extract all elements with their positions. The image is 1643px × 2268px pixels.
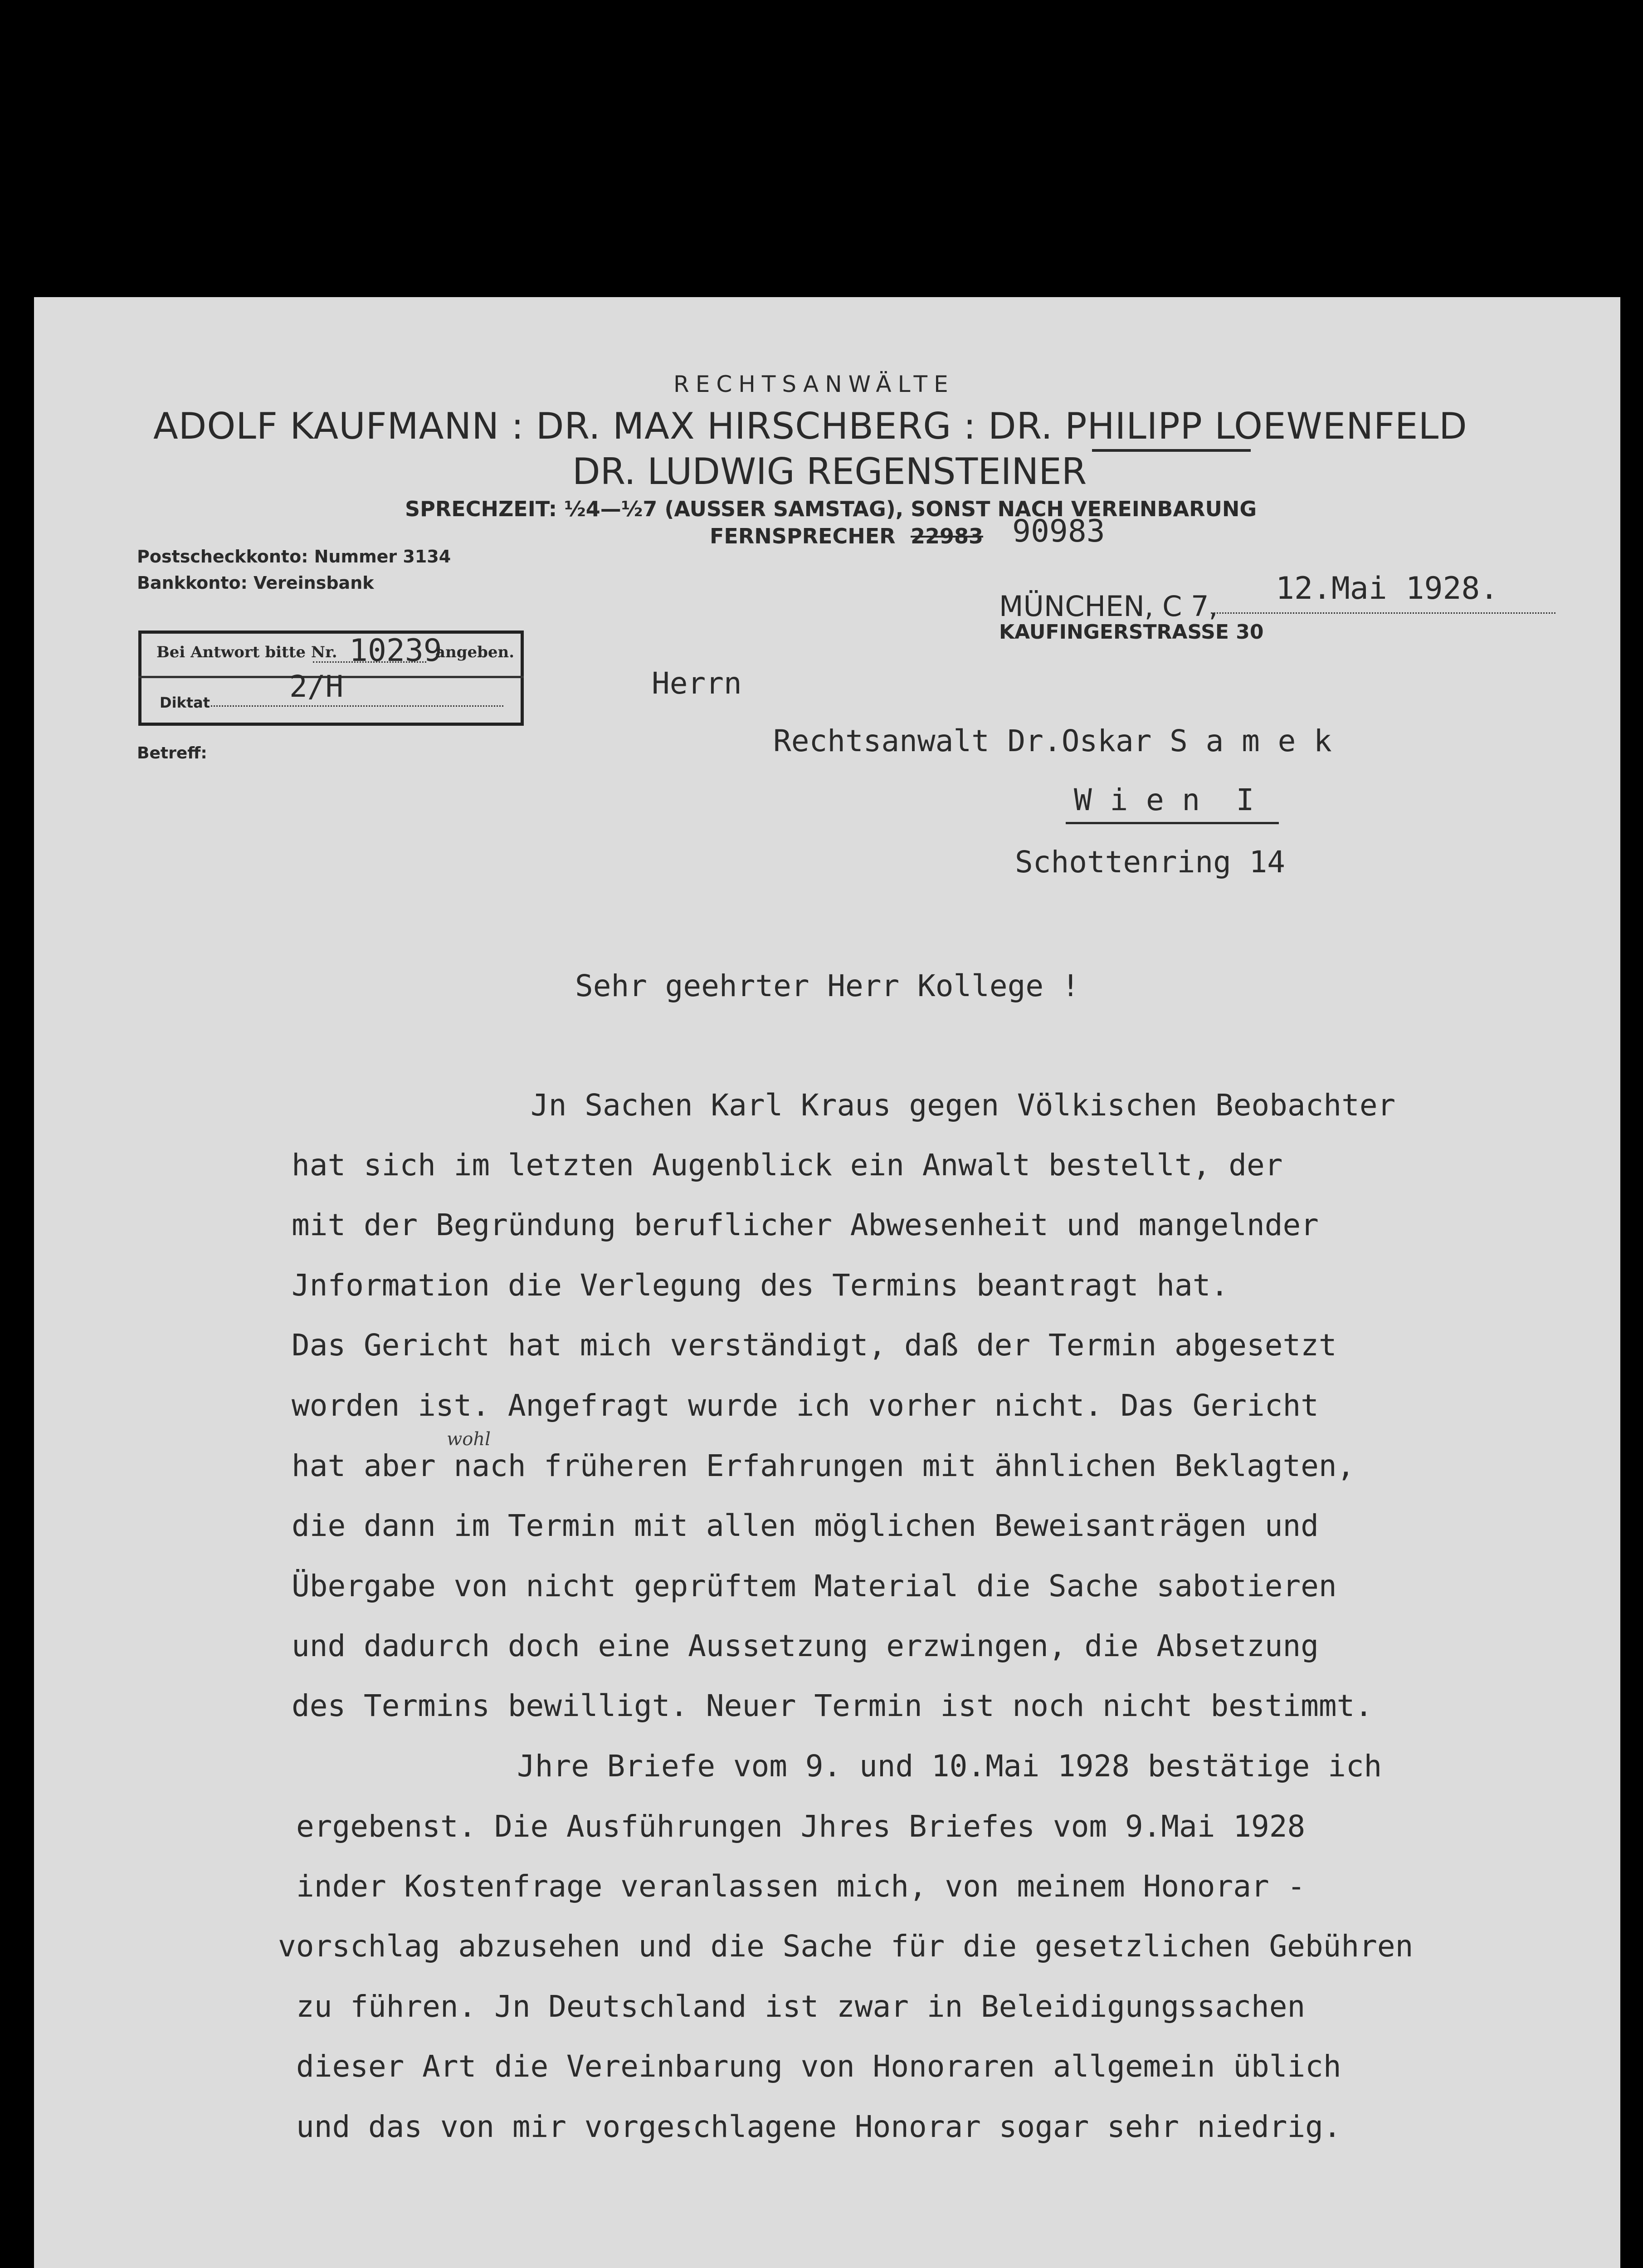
phone-old: 22983: [911, 524, 984, 548]
office-hours: SPRECHZEIT: ½4—½7 (AUSSER SAMSTAG), SONST NACH VEREINBARUNG: [405, 497, 1257, 521]
salutation-title: Herrn: [652, 666, 742, 701]
body-line-11: des Termins bewilligt. Neuer Termin ist noch nicht bestimmt.: [292, 1688, 1373, 1723]
recipient-city: W i e n I: [1074, 782, 1254, 817]
reply-dotted-line: [313, 661, 426, 663]
letter-date: 12.Mai 1928.: [1276, 571, 1499, 606]
city-underline: [1066, 822, 1279, 824]
body-line-16: zu führen. Jn Deutschland ist zwar in Beleidigungssachen: [296, 1989, 1306, 2024]
body-line-18: und das von mir vorgeschlagene Honorar sogar sehr niedrig.: [296, 2109, 1341, 2144]
philipp-underline: [1092, 449, 1251, 452]
body-line-8: die dann im Termin mit allen möglichen Beweisanträgen und: [292, 1508, 1319, 1543]
body-line-2: hat sich im letzten Augenblick ein Anwalt bestellt, der: [292, 1148, 1283, 1183]
recipient-name: Rechtsanwalt Dr.Oskar S a m e k: [773, 723, 1332, 758]
dictation-label: Diktat: [160, 694, 210, 711]
reply-label-after: angeben.: [435, 643, 515, 661]
body-line-9: Übergabe von nicht geprüftem Material die Sache sabotieren: [292, 1569, 1337, 1603]
reply-label: Bei Antwort bitte Nr.: [156, 643, 337, 661]
body-line-14: inder Kostenfrage veranlassen mich, von meinem Honorar -: [296, 1869, 1306, 1904]
phone-new: 90983: [1012, 513, 1105, 549]
body-line-7: hat aber nach früheren Erfahrungen mit ähnlichen Beklagten,: [292, 1448, 1355, 1483]
greeting: Sehr geehrter Herr Kollege !: [575, 968, 1080, 1003]
body-line-12: Jhre Briefe vom 9. und 10.Mai 1928 bestätige ich: [517, 1749, 1382, 1784]
body-line-13: ergebenst. Die Ausführungen Jhres Briefes vom 9.Mai 1928: [296, 1809, 1306, 1844]
body-line-17: dieser Art die Vereinbarung von Honoraren allgemein üblich: [296, 2049, 1341, 2084]
partners-line-1: ADOLF KAUFMANN : DR. MAX HIRSCHBERG : DR. PHILIPP LOEWENFELD: [153, 405, 1467, 447]
handwritten-insert: wohl: [447, 1429, 491, 1450]
body-line-10: und dadurch doch eine Aussetzung erzwingen, die Absetzung: [292, 1628, 1319, 1663]
subject-label: Betreff:: [137, 744, 207, 763]
reply-number: 10239: [349, 633, 442, 669]
dictation-value: 2/H: [289, 669, 344, 704]
body-line-5: Das Gericht hat mich verständigt, daß der Termin abgesetzt: [292, 1328, 1337, 1363]
date-dotted-line: [1211, 612, 1555, 614]
dictation-dotted-line: [211, 705, 503, 707]
body-line-3: mit der Begründung beruflicher Abwesenheit und mangelnder: [292, 1207, 1319, 1242]
bank-account: Bankkonto: Vereinsbank: [137, 573, 374, 593]
letterhead-street: KAUFINGERSTRASSE 30: [999, 621, 1264, 644]
partners-line-2: DR. LUDWIG REGENSTEINER: [572, 450, 1087, 493]
firm-label: RECHTSANWÄLTE: [673, 371, 955, 397]
body-line-1: Jn Sachen Karl Kraus gegen Völkischen Beobachter: [531, 1088, 1396, 1123]
recipient-street: Schottenring 14: [1015, 845, 1286, 880]
postscheck-account: Postscheckkonto: Nummer 3134: [137, 547, 451, 567]
body-line-6: worden ist. Angefragt wurde ich vorher nicht. Das Gericht: [292, 1388, 1319, 1423]
body-line-15: vorschlag abzusehen und die Sache für die gesetzlichen Gebühren: [278, 1929, 1414, 1964]
body-line-4: Jnformation die Verlegung des Termins beantragt hat.: [292, 1268, 1229, 1303]
phone-label: FERNSPRECHER: [710, 524, 896, 548]
letterhead-city: MÜNCHEN, C 7,: [999, 590, 1218, 623]
